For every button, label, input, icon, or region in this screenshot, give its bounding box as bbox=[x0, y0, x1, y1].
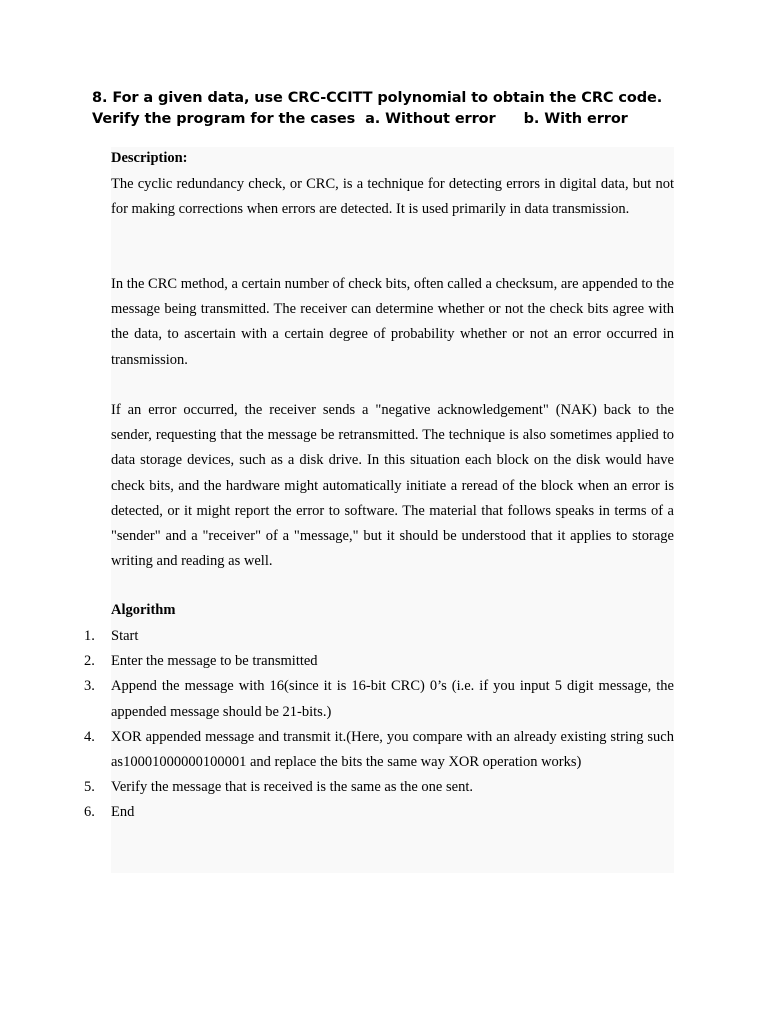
description-paragraph-3: If an error occurred, the receiver sends a "negative acknowledgement" (NAK) back to the sender, requesting that the message be retransmitted. The technique is also sometimes applied to data storage devices, such as a disk drive. In this situation each block on the disk would have check bits, and the hardware might automatically initiate a reread of the block when an error is detected, or it might report the error to software. The material that follows speaks in terms of a "sender" and a "receiver" of a "message," but it should be understood that it applies to storage writing and reading as well. bbox=[111, 402, 674, 570]
page-heading bbox=[92, 88, 682, 130]
step-text: Start bbox=[111, 628, 139, 644]
description-paragraph-1: The cyclic redundancy check, or CRC, is a technique for detecting errors in digital data, but not for making corrections when errors are detected. It is used primarily in data transmission. bbox=[111, 176, 674, 218]
step-text: XOR appended message and transmit it.(Here, you compare with an already existing string such as10001000000100001 and replace the bits the same way XOR operation works) bbox=[111, 728, 674, 771]
step-number: 1. bbox=[84, 628, 95, 644]
algorithm-steps bbox=[84, 624, 674, 826]
step-text: Enter the message to be transmitted bbox=[111, 653, 318, 670]
step-text: Verify the message that is received is the same as the one sent. bbox=[111, 779, 473, 796]
heading-text: 8. For a given data, use CRC-CCITT polynomial to obtain the CRC code. Verify the program for the cases bbox=[92, 90, 663, 127]
step-number: 3. bbox=[84, 678, 95, 695]
heading-case-b: b. With error bbox=[523, 111, 628, 127]
step-text: End bbox=[111, 804, 135, 821]
algorithm-step bbox=[84, 624, 674, 649]
heading-case-a: a. Without error bbox=[365, 111, 496, 127]
description-label: Description: bbox=[111, 150, 188, 166]
algorithm-step bbox=[84, 725, 674, 775]
description-paragraph-2: In the CRC method, a certain number of check bits, often called a checksum, are appended to the message being transmitted. The receiver can determine whether or not the check bits agree with the data, to ascertain with a certain degree of probability whether or not an error occurred in transmission. bbox=[111, 276, 674, 368]
step-text: Append the message with 16(since it is 16-bit CRC) 0’s (i.e. if you input 5 digit message, the appended message should be 21-bits.) bbox=[111, 678, 674, 720]
step-number: 6. bbox=[84, 804, 95, 821]
algorithm-step bbox=[84, 674, 674, 724]
step-number: 5. bbox=[84, 779, 95, 796]
algorithm-step bbox=[84, 775, 674, 800]
algorithm-label: Algorithm bbox=[111, 602, 176, 618]
step-number: 2. bbox=[84, 653, 95, 670]
step-number: 4. bbox=[84, 728, 95, 745]
algorithm-step bbox=[84, 800, 674, 825]
algorithm-step bbox=[84, 649, 674, 674]
